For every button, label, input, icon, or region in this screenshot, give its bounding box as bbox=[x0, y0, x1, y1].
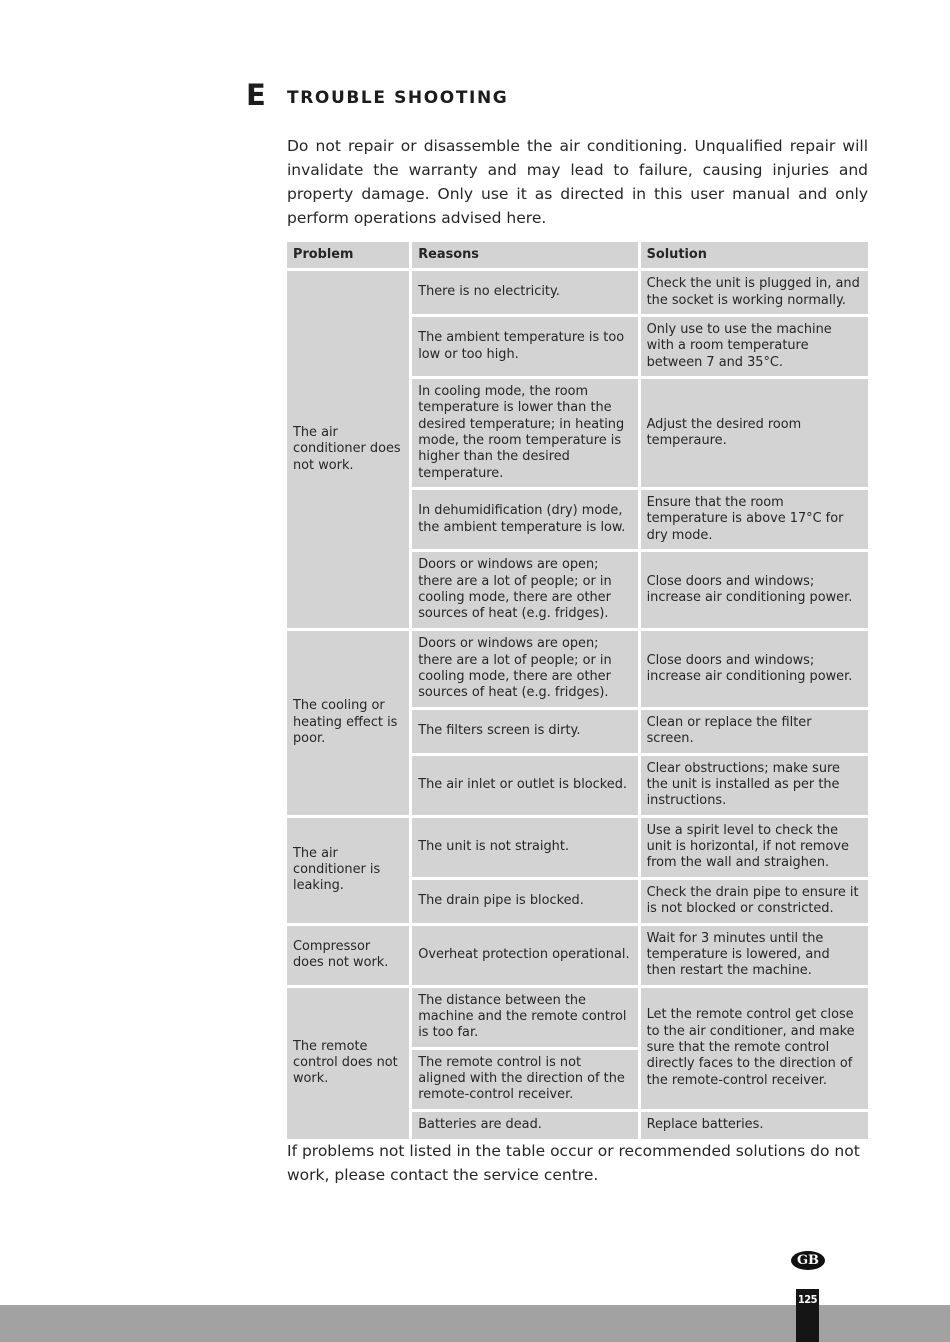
header-reasons: Reasons bbox=[412, 242, 637, 268]
troubleshooting-table bbox=[284, 239, 871, 1142]
closing-paragraph: If problems not listed in the table occur or recommended solutions do not work, please contact the service centre. bbox=[287, 1142, 860, 1184]
reason-cell: Doors or windows are open; there are a lot of people; or in cooling mode, there are other sources of heat (e.g. fridges). bbox=[412, 552, 637, 628]
solution-cell: Let the remote control get close to the air conditioner, and make sure that the remote control directly faces to the direction of the remote-control receiver. bbox=[641, 988, 868, 1109]
solution-cell: Ensure that the room temperature is above 17°C for dry mode. bbox=[641, 490, 868, 549]
language-badge: GB bbox=[791, 1251, 825, 1270]
solution-cell: Clean or replace the filter screen. bbox=[641, 710, 868, 753]
section-title: TROUBLE SHOOTING bbox=[287, 88, 509, 108]
solution-cell: Check the drain pipe to ensure it is not blocked or constricted. bbox=[641, 880, 868, 923]
table-row bbox=[287, 818, 868, 877]
reason-cell: The distance between the machine and the remote control is too far. bbox=[412, 988, 637, 1047]
reason-cell: The air inlet or outlet is blocked. bbox=[412, 756, 637, 815]
page-number: 125 bbox=[797, 1293, 818, 1306]
header-solution: Solution bbox=[641, 242, 868, 268]
reason-cell: The ambient temperature is too low or too high. bbox=[412, 317, 637, 376]
solution-cell: Use a spirit level to check the unit is horizontal, if not remove from the wall and straighen. bbox=[641, 818, 868, 877]
reason-cell: In dehumidification (dry) mode, the ambient temperature is low. bbox=[412, 490, 637, 549]
table-row bbox=[287, 631, 868, 707]
solution-cell: Adjust the desired room temperaure. bbox=[641, 379, 868, 487]
solution-cell: Wait for 3 minutes until the temperature is lowered, and then restart the machine. bbox=[641, 926, 868, 985]
reason-cell: Batteries are dead. bbox=[412, 1112, 637, 1139]
intro-paragraph: Do not repair or disassemble the air conditioning. Unqualified repair will invalidate the warranty and may lead to failure, causing injuries and property damage. Only use it as directed in this user manual and only perform operations advised here. bbox=[287, 137, 868, 227]
reason-cell: In cooling mode, the room temperature is lower than the desired temperature; in heating mode, the room temperature is higher than the desired temperature. bbox=[412, 379, 637, 487]
solution-cell: Clear obstructions; make sure the unit is installed as per the instructions. bbox=[641, 756, 868, 815]
table-row bbox=[287, 988, 868, 1047]
table-row bbox=[287, 271, 868, 314]
solution-cell: Close doors and windows; increase air conditioning power. bbox=[641, 552, 868, 628]
table-header-row bbox=[287, 242, 868, 268]
problem-cell: The air conditioner does not work. bbox=[287, 271, 409, 628]
reason-cell: The remote control is not aligned with the direction of the remote-control receiver. bbox=[412, 1050, 637, 1109]
solution-cell: Close doors and windows; increase air conditioning power. bbox=[641, 631, 868, 707]
problem-cell: The air conditioner is leaking. bbox=[287, 818, 409, 923]
solution-cell: Replace batteries. bbox=[641, 1112, 868, 1139]
problem-cell: The cooling or heating effect is poor. bbox=[287, 631, 409, 815]
reason-cell: The drain pipe is blocked. bbox=[412, 880, 637, 923]
reason-cell: There is no electricity. bbox=[412, 271, 637, 314]
table-row bbox=[287, 926, 868, 985]
solution-cell: Check the unit is plugged in, and the socket is working normally. bbox=[641, 271, 868, 314]
reason-cell: The unit is not straight. bbox=[412, 818, 637, 877]
header-problem: Problem bbox=[287, 242, 409, 268]
section-letter: E bbox=[246, 78, 266, 112]
reason-cell: The filters screen is dirty. bbox=[412, 710, 637, 753]
problem-cell: Compressor does not work. bbox=[287, 926, 409, 985]
problem-cell: The remote control does not work. bbox=[287, 988, 409, 1139]
solution-cell: Only use to use the machine with a room temperature between 7 and 35°C. bbox=[641, 317, 868, 376]
reason-cell: Doors or windows are open; there are a lot of people; or in cooling mode, there are other sources of heat (e.g. fridges). bbox=[412, 631, 637, 707]
reason-cell: Overheat protection operational. bbox=[412, 926, 637, 985]
